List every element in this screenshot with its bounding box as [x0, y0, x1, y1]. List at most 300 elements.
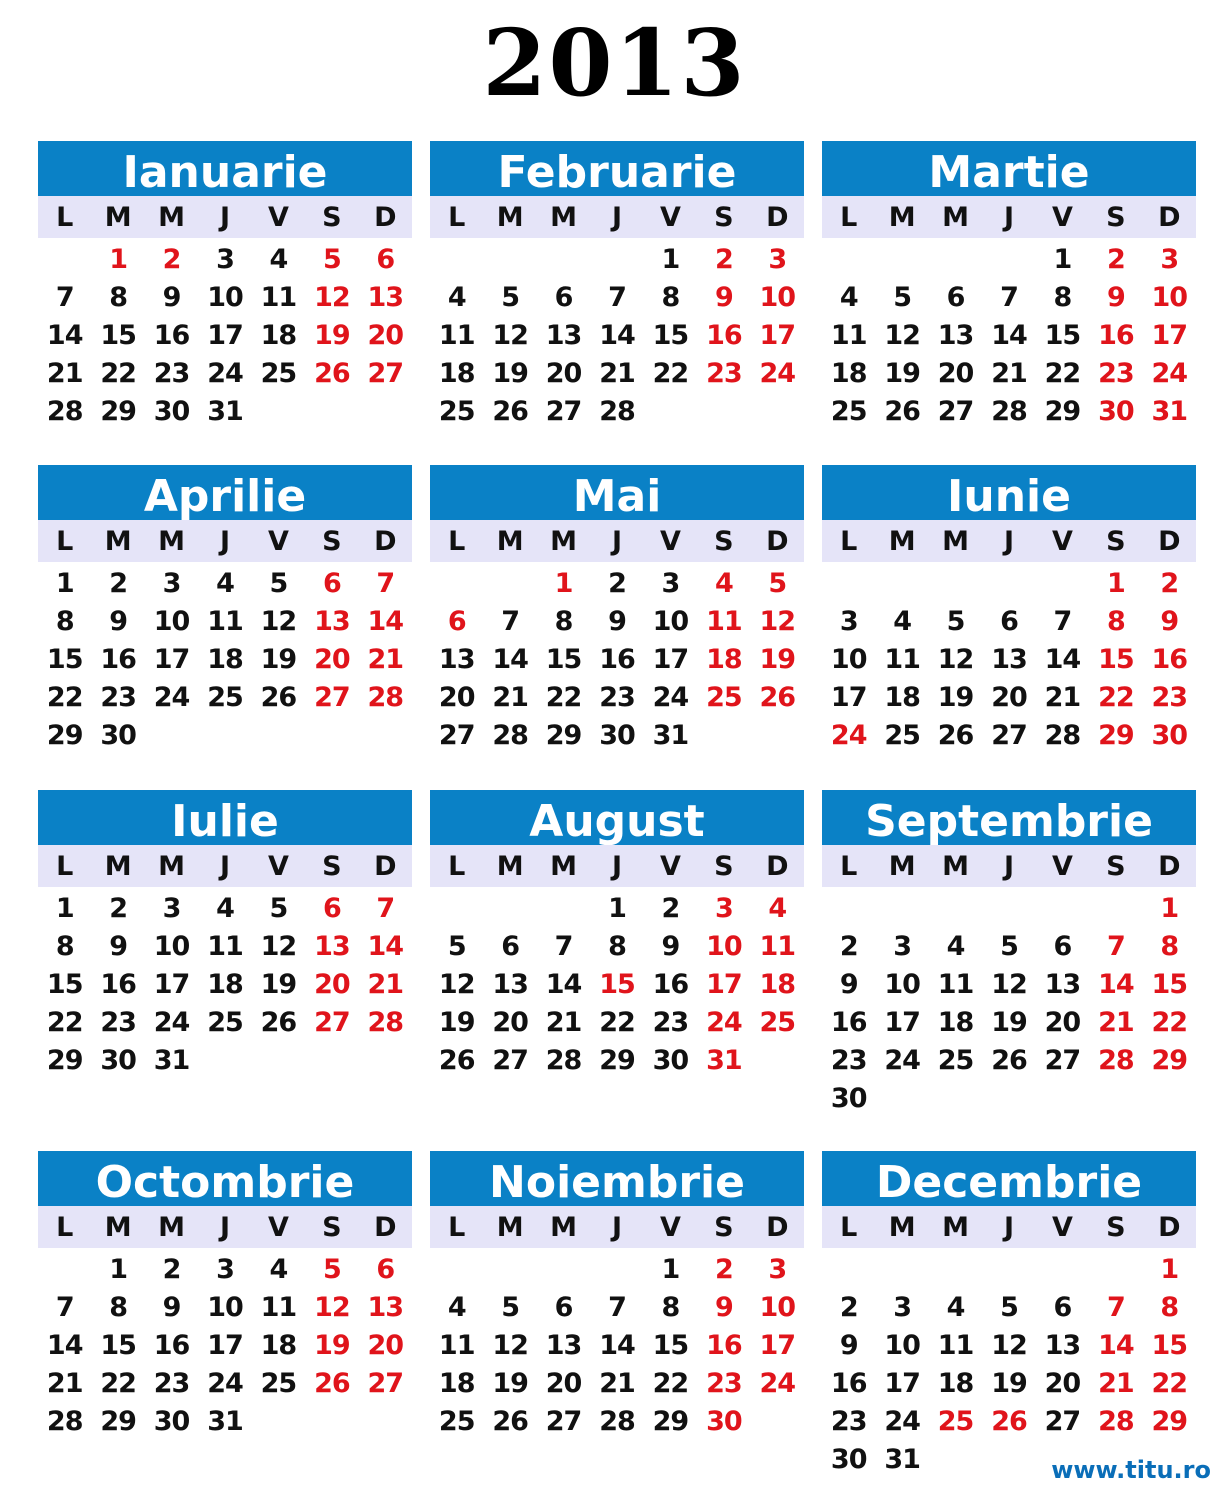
day-cell: 28 [1044, 720, 1081, 751]
day-cell: 25 [260, 1368, 297, 1399]
day-cell: 26 [492, 1406, 528, 1437]
weekday-label: V [267, 1212, 289, 1243]
day-cell: 7 [1106, 1292, 1125, 1323]
day-cell: 11 [830, 320, 867, 351]
weekday-label: M [104, 526, 132, 557]
day-cell: 9 [661, 931, 680, 962]
empty-cell [430, 565, 483, 603]
day-cell: 3 [839, 606, 858, 637]
day-cell: 19 [991, 1007, 1027, 1038]
day-cell: 27 [545, 1406, 582, 1437]
day-cell: 4 [447, 282, 466, 313]
empty-cell [929, 890, 982, 928]
weekday-label: D [374, 851, 397, 882]
day-cell: 12 [314, 282, 350, 313]
day-cell: 30 [706, 1406, 742, 1437]
month-name: Iulie [38, 790, 412, 845]
day-cell: 24 [884, 1045, 920, 1076]
day-cell: 12 [492, 1330, 528, 1361]
day-cell: 18 [759, 969, 796, 1000]
empty-cell [537, 241, 590, 279]
day-cell: 26 [991, 1045, 1027, 1076]
day-cell: 3 [1160, 244, 1179, 275]
day-cell: 2 [162, 1254, 181, 1285]
day-cell: 25 [207, 682, 243, 713]
day-cell: 19 [260, 644, 297, 675]
month-name: Februarie [430, 141, 804, 196]
empty-cell [1036, 1251, 1089, 1289]
day-cell: 9 [714, 1292, 733, 1323]
day-cell: 17 [884, 1007, 920, 1038]
weekday-label: M [942, 1212, 969, 1243]
day-cell: 9 [162, 282, 181, 313]
weekday-label: D [374, 526, 397, 557]
day-cell: 2 [1160, 568, 1179, 599]
day-cell: 7 [55, 282, 74, 313]
weekday-label: M [104, 202, 132, 233]
day-cell: 19 [991, 1368, 1027, 1399]
day-cell: 17 [884, 1368, 920, 1399]
day-cell: 23 [1098, 358, 1134, 389]
day-cell: 16 [100, 644, 136, 675]
month-name: Septembrie [822, 790, 1196, 845]
day-cell: 10 [153, 606, 190, 637]
weekday-label: M [550, 526, 577, 557]
day-cell: 29 [652, 1406, 689, 1437]
weekday-label: V [1051, 526, 1073, 557]
weekday-label: L [840, 202, 858, 233]
day-cell: 1 [661, 1254, 680, 1285]
day-cell: 23 [706, 358, 742, 389]
month-block [430, 790, 804, 1080]
day-cell: 22 [599, 1007, 635, 1038]
month-block [822, 1151, 1196, 1479]
weekday-label: L [840, 851, 858, 882]
day-cell: 3 [893, 931, 912, 962]
empty-cell [982, 1251, 1035, 1289]
day-cell: 21 [46, 358, 83, 389]
day-cell: 21 [492, 682, 528, 713]
day-cell: 18 [260, 1330, 297, 1361]
day-cell: 27 [438, 720, 475, 751]
day-cell: 31 [153, 1045, 190, 1076]
day-cell: 18 [207, 969, 243, 1000]
day-cell: 13 [314, 931, 350, 962]
weekday-label: M [888, 851, 916, 882]
day-cell: 16 [1098, 320, 1134, 351]
month-block [822, 790, 1196, 1118]
day-cell: 5 [322, 244, 341, 275]
weekday-label: J [1003, 1212, 1015, 1243]
day-cell: 7 [608, 1292, 626, 1323]
day-cell: 6 [1053, 1292, 1072, 1323]
day-cell: 4 [768, 893, 787, 924]
empty-cell [590, 1251, 643, 1289]
day-cell: 23 [706, 1368, 742, 1399]
day-cell: 9 [109, 606, 128, 637]
website-link[interactable]: www.titu.ro [1051, 1456, 1211, 1484]
weekday-label: M [496, 851, 524, 882]
empty-cell [875, 890, 928, 928]
day-cell: 17 [830, 682, 867, 713]
month-name: Octombrie [38, 1151, 412, 1206]
day-cell: 23 [830, 1045, 867, 1076]
day-cell: 2 [839, 1292, 858, 1323]
day-cell: 7 [376, 893, 395, 924]
day-cell: 19 [438, 1007, 475, 1038]
weekday-label: L [448, 851, 466, 882]
day-cell: 18 [830, 358, 867, 389]
day-cell: 4 [893, 606, 912, 637]
weekday-label: S [714, 202, 734, 233]
empty-cell [875, 241, 928, 279]
day-cell: 16 [599, 644, 635, 675]
day-cell: 21 [1044, 682, 1081, 713]
day-cell: 4 [269, 1254, 288, 1285]
weekday-label: M [158, 202, 185, 233]
day-cell: 10 [652, 606, 689, 637]
weekday-label: D [766, 851, 789, 882]
weekday-label: M [158, 1212, 185, 1243]
empty-cell [929, 1251, 982, 1289]
empty-cell [483, 1251, 536, 1289]
empty-cell [1036, 890, 1089, 928]
weekday-label: M [158, 526, 185, 557]
day-cell: 3 [893, 1292, 912, 1323]
day-cell: 24 [207, 358, 243, 389]
day-cell: 30 [830, 1083, 867, 1114]
day-cell: 17 [706, 969, 742, 1000]
weekday-label: J [1003, 526, 1015, 557]
month-block [430, 141, 804, 431]
day-cell: 30 [1098, 396, 1134, 427]
day-cell: 11 [937, 1330, 974, 1361]
day-cell: 11 [438, 320, 475, 351]
day-cell: 24 [830, 720, 867, 751]
day-cell: 14 [1044, 644, 1081, 675]
day-cell: 20 [545, 1368, 582, 1399]
day-cell: 12 [884, 320, 920, 351]
day-cell: 23 [100, 682, 136, 713]
day-cell: 28 [1098, 1406, 1134, 1437]
day-cell: 5 [501, 1292, 520, 1323]
empty-cell [982, 241, 1035, 279]
day-cell: 1 [608, 893, 626, 924]
day-cell: 21 [991, 358, 1027, 389]
day-cell: 22 [1098, 682, 1134, 713]
day-cell: 18 [438, 1368, 475, 1399]
weekday-label: L [448, 1212, 466, 1243]
weekday-label: D [766, 1212, 789, 1243]
day-cell: 9 [608, 606, 626, 637]
month-name: Ianuarie [38, 141, 412, 196]
day-cell: 5 [447, 931, 466, 962]
empty-cell [875, 565, 928, 603]
day-cell: 4 [216, 568, 234, 599]
day-cell: 20 [438, 682, 475, 713]
day-cell: 6 [1000, 606, 1018, 637]
day-cell: 2 [714, 244, 733, 275]
day-cell: 10 [153, 931, 190, 962]
day-cell: 10 [759, 282, 796, 313]
day-cell: 9 [162, 1292, 181, 1323]
day-cell: 16 [706, 1330, 742, 1361]
day-cell: 27 [1044, 1406, 1081, 1437]
month-name: August [430, 790, 804, 845]
day-cell: 18 [706, 644, 742, 675]
day-cell: 13 [367, 1292, 404, 1323]
day-cell: 13 [1044, 969, 1081, 1000]
day-cell: 28 [46, 1406, 83, 1437]
day-cell: 21 [1098, 1007, 1134, 1038]
day-cell: 24 [207, 1368, 243, 1399]
day-cell: 12 [759, 606, 796, 637]
weekday-label: M [942, 202, 969, 233]
weekday-label: M [888, 1212, 916, 1243]
weekday-label: L [448, 526, 466, 557]
day-cell: 19 [759, 644, 796, 675]
day-cell: 11 [759, 931, 796, 962]
day-cell: 31 [207, 1406, 243, 1437]
day-cell: 17 [207, 320, 243, 351]
day-cell: 21 [46, 1368, 83, 1399]
day-cell: 7 [55, 1292, 74, 1323]
weekday-header-row [822, 520, 1196, 562]
empty-cell [929, 241, 982, 279]
weekday-label: M [496, 526, 524, 557]
day-cell: 29 [1098, 720, 1134, 751]
day-cell: 8 [55, 606, 74, 637]
day-cell: 22 [545, 682, 582, 713]
day-cell: 3 [768, 244, 787, 275]
day-cell: 25 [706, 682, 742, 713]
day-cell: 6 [322, 568, 341, 599]
weekday-label: S [714, 851, 734, 882]
day-cell: 25 [207, 1007, 243, 1038]
day-cell: 12 [991, 1330, 1027, 1361]
empty-cell [982, 565, 1035, 603]
day-cell: 20 [367, 1330, 404, 1361]
weekday-label: J [1003, 202, 1015, 233]
empty-cell [483, 241, 536, 279]
day-cell: 8 [1106, 606, 1125, 637]
day-cell: 10 [759, 1292, 796, 1323]
empty-cell [38, 241, 91, 279]
day-cell: 12 [492, 320, 528, 351]
day-cell: 27 [492, 1045, 528, 1076]
day-cell: 14 [46, 320, 83, 351]
day-cell: 25 [260, 358, 297, 389]
days-grid [38, 562, 412, 755]
weekday-label: J [219, 851, 231, 882]
day-cell: 2 [608, 568, 626, 599]
day-cell: 1 [1053, 244, 1072, 275]
day-cell: 24 [884, 1406, 920, 1437]
weekday-label: V [1051, 202, 1073, 233]
empty-cell [929, 565, 982, 603]
day-cell: 27 [991, 720, 1027, 751]
day-cell: 13 [991, 644, 1027, 675]
day-cell: 24 [759, 1368, 796, 1399]
day-cell: 7 [1106, 931, 1125, 962]
day-cell: 9 [714, 282, 733, 313]
day-cell: 15 [545, 644, 582, 675]
day-cell: 20 [991, 682, 1027, 713]
day-cell: 1 [1106, 568, 1125, 599]
weekday-label: L [840, 1212, 858, 1243]
day-cell: 8 [109, 282, 128, 313]
day-cell: 26 [260, 1007, 297, 1038]
month-name: Mai [430, 465, 804, 520]
day-cell: 31 [884, 1444, 920, 1475]
day-cell: 7 [1053, 606, 1072, 637]
day-cell: 8 [554, 606, 573, 637]
day-cell: 24 [153, 1007, 190, 1038]
day-cell: 22 [1151, 1007, 1188, 1038]
weekday-label: S [322, 851, 342, 882]
day-cell: 8 [55, 931, 74, 962]
day-cell: 28 [545, 1045, 582, 1076]
weekday-label: J [219, 526, 231, 557]
day-cell: 10 [884, 969, 920, 1000]
day-cell: 9 [109, 931, 128, 962]
day-cell: 16 [153, 320, 190, 351]
day-cell: 6 [322, 893, 341, 924]
day-cell: 11 [438, 1330, 475, 1361]
day-cell: 18 [937, 1368, 974, 1399]
day-cell: 7 [376, 568, 395, 599]
day-cell: 23 [100, 1007, 136, 1038]
day-cell: 8 [1160, 931, 1179, 962]
day-cell: 20 [1044, 1368, 1081, 1399]
days-grid [430, 1248, 804, 1441]
day-cell: 4 [447, 1292, 466, 1323]
day-cell: 25 [884, 720, 920, 751]
day-cell: 16 [652, 969, 689, 1000]
day-cell: 22 [1044, 358, 1081, 389]
day-cell: 8 [1160, 1292, 1179, 1323]
weekday-header-row [822, 1206, 1196, 1248]
day-cell: 14 [545, 969, 582, 1000]
day-cell: 30 [100, 720, 136, 751]
weekday-label: M [496, 202, 524, 233]
day-cell: 1 [661, 244, 680, 275]
day-cell: 25 [937, 1045, 974, 1076]
day-cell: 29 [100, 396, 136, 427]
weekday-label: V [659, 526, 681, 557]
day-cell: 25 [937, 1406, 974, 1437]
day-cell: 14 [599, 1330, 635, 1361]
day-cell: 10 [706, 931, 742, 962]
empty-cell [430, 241, 483, 279]
empty-cell [822, 565, 875, 603]
weekday-label: M [104, 1212, 132, 1243]
day-cell: 27 [367, 1368, 404, 1399]
day-cell: 2 [714, 1254, 733, 1285]
weekday-label: V [267, 202, 289, 233]
day-cell: 25 [830, 396, 867, 427]
day-cell: 9 [839, 1330, 858, 1361]
day-cell: 15 [1044, 320, 1081, 351]
day-cell: 3 [216, 244, 234, 275]
weekday-label: M [942, 526, 969, 557]
day-cell: 29 [599, 1045, 635, 1076]
day-cell: 26 [438, 1045, 475, 1076]
day-cell: 30 [153, 1406, 190, 1437]
day-cell: 21 [599, 358, 635, 389]
day-cell: 13 [438, 644, 475, 675]
weekday-header-row [822, 845, 1196, 887]
day-cell: 17 [759, 320, 796, 351]
day-cell: 14 [1098, 1330, 1134, 1361]
weekday-label: M [888, 202, 916, 233]
month-name: Decembrie [822, 1151, 1196, 1206]
day-cell: 27 [937, 396, 974, 427]
month-block [38, 465, 412, 755]
day-cell: 14 [367, 606, 404, 637]
day-cell: 12 [438, 969, 475, 1000]
day-cell: 20 [314, 969, 350, 1000]
day-cell: 6 [1053, 931, 1072, 962]
weekday-label: V [1051, 1212, 1073, 1243]
weekday-label: M [550, 1212, 577, 1243]
day-cell: 21 [1098, 1368, 1134, 1399]
weekday-label: S [714, 526, 734, 557]
day-cell: 6 [554, 282, 573, 313]
day-cell: 22 [46, 1007, 83, 1038]
day-cell: 28 [367, 1007, 404, 1038]
day-cell: 8 [1053, 282, 1072, 313]
day-cell: 17 [153, 644, 190, 675]
day-cell: 19 [937, 682, 974, 713]
day-cell: 28 [367, 682, 404, 713]
day-cell: 6 [554, 1292, 573, 1323]
weekday-label: J [611, 202, 623, 233]
weekday-label: L [448, 202, 466, 233]
day-cell: 20 [545, 358, 582, 389]
day-cell: 15 [599, 969, 635, 1000]
day-cell: 22 [100, 1368, 136, 1399]
day-cell: 17 [207, 1330, 243, 1361]
month-name: Aprilie [38, 465, 412, 520]
day-cell: 29 [1044, 396, 1081, 427]
day-cell: 9 [1106, 282, 1125, 313]
weekday-label: D [1158, 202, 1181, 233]
day-cell: 29 [1151, 1406, 1188, 1437]
day-cell: 27 [545, 396, 582, 427]
day-cell: 27 [367, 358, 404, 389]
days-grid [822, 562, 1196, 755]
weekday-label: D [1158, 1212, 1181, 1243]
weekday-label: L [56, 526, 74, 557]
day-cell: 5 [269, 568, 288, 599]
weekday-label: S [714, 1212, 734, 1243]
day-cell: 21 [367, 969, 404, 1000]
day-cell: 26 [884, 396, 920, 427]
day-cell: 5 [946, 606, 965, 637]
weekday-label: V [659, 202, 681, 233]
weekday-label: M [888, 526, 916, 557]
day-cell: 29 [46, 1045, 83, 1076]
weekday-label: J [1003, 851, 1015, 882]
day-cell: 2 [109, 568, 128, 599]
month-name: Martie [822, 141, 1196, 196]
day-cell: 5 [1000, 931, 1018, 962]
day-cell: 4 [839, 282, 858, 313]
weekday-label: L [56, 1212, 74, 1243]
day-cell: 23 [1151, 682, 1188, 713]
day-cell: 1 [554, 568, 573, 599]
